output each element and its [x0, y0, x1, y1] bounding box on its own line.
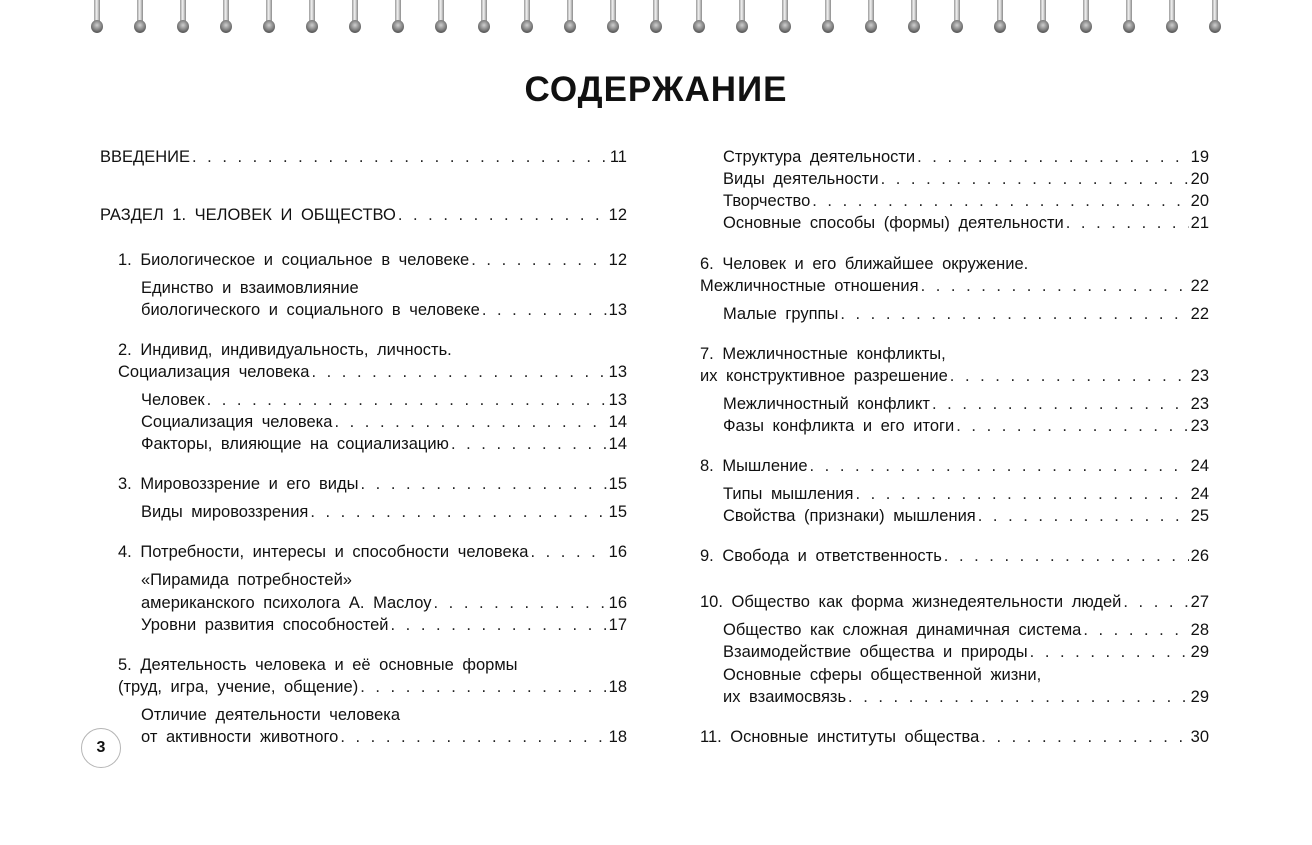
spiral-binding: [0, 0, 1312, 44]
toc-page-number: 23: [1190, 395, 1209, 413]
toc-entry[interactable]: Малые группы . . . 22: [700, 302, 1209, 324]
toc-page-number: 24: [1190, 485, 1209, 503]
toc-page-number: 23: [1190, 367, 1209, 385]
toc-page-number: 26: [1190, 547, 1209, 565]
toc-page-number: 28: [1190, 621, 1209, 639]
binding-ring: [777, 0, 793, 40]
binding-ring: [949, 0, 965, 40]
toc-page-number: 12: [608, 206, 627, 224]
binding-ring: [691, 0, 707, 40]
toc-entry[interactable]: их взаимосвязь . . . 29: [700, 685, 1209, 707]
binding-ring: [132, 0, 148, 40]
binding-ring: [390, 0, 406, 40]
toc-page-number: 23: [1190, 417, 1209, 435]
toc-page-number: 25: [1190, 507, 1209, 525]
toc-entry[interactable]: Виды мировоззрения . . . 15: [100, 500, 627, 522]
toc-entry[interactable]: ВВЕДЕНИЕ . . . 11: [100, 145, 627, 167]
toc-entry[interactable]: (труд, игра, учение, общение) . . . 18: [100, 675, 627, 697]
toc-entry-line: Основные сферы общественной жизни,: [723, 666, 1042, 684]
toc-entry[interactable]: 11. Основные институты общества . . . 30: [700, 725, 1209, 747]
toc-page-number: 19: [1190, 148, 1209, 166]
toc-entry[interactable]: Взаимодействие общества и природы . . . 29: [700, 640, 1209, 662]
toc-entry[interactable]: Фазы конфликта и его итоги . . . 23: [700, 414, 1209, 436]
toc-entry[interactable]: Уровни развития способностей . . . 17: [100, 613, 627, 635]
toc-page-number: 20: [1190, 170, 1209, 188]
toc-entry-line: 6. Человек и его ближайшее окружение.: [700, 255, 1029, 273]
binding-ring: [433, 0, 449, 40]
toc-entry[interactable]: Социализация человека . . . 13: [100, 360, 627, 382]
toc-page-number: 11: [609, 148, 627, 166]
toc-page-number: 13: [608, 391, 627, 409]
binding-ring: [175, 0, 191, 40]
toc-entry[interactable]: от активности животного . . . 18: [100, 725, 627, 747]
binding-ring: [734, 0, 750, 40]
toc-page-number: 22: [1190, 305, 1209, 323]
toc-entry[interactable]: 10. Общество как форма жизнедеятельности людей . . . 27: [700, 590, 1209, 612]
binding-ring: [1121, 0, 1137, 40]
toc-entry[interactable]: американского психолога А. Маслоу . . . 16: [100, 591, 627, 613]
binding-ring: [304, 0, 320, 40]
toc-page-number: 13: [608, 301, 627, 319]
toc-entry-line: Отличие деятельности человека: [141, 706, 401, 724]
toc-page-number: 27: [1190, 593, 1209, 611]
toc-entry[interactable]: Свойства (признаки) мышления . . . 25: [700, 504, 1209, 526]
toc-entry[interactable]: Межличностный конфликт . . . 23: [700, 392, 1209, 414]
toc-page-number: 16: [608, 543, 627, 561]
toc-entry[interactable]: Человек . . . 13: [100, 388, 627, 410]
binding-ring: [1164, 0, 1180, 40]
toc-page-number: 21: [1190, 214, 1209, 232]
binding-ring: [218, 0, 234, 40]
toc-page-number: 24: [1190, 457, 1209, 475]
toc-entry[interactable]: их конструктивное разрешение . . . 23: [700, 364, 1209, 386]
toc-page-number: 29: [1190, 643, 1209, 661]
toc-entry-line: «Пирамида потребностей»: [141, 571, 352, 589]
toc-entry[interactable]: Межличностные отношения . . . 22: [700, 274, 1209, 296]
toc-entry[interactable]: Типы мышления . . . 24: [700, 482, 1209, 504]
toc-page-number: 13: [608, 363, 627, 381]
binding-ring: [1207, 0, 1223, 40]
toc-entry[interactable]: 1. Биологическое и социальное в человеке . . . 12: [100, 248, 627, 270]
toc-entry[interactable]: Структура деятельности . . . 19: [700, 145, 1209, 167]
binding-ring: [347, 0, 363, 40]
binding-ring: [89, 0, 105, 40]
toc-entry[interactable]: биологического и социального в человеке . . . 13: [100, 298, 627, 320]
binding-ring: [605, 0, 621, 40]
toc-entry[interactable]: Факторы, влияющие на социализацию . . . 14: [100, 432, 627, 454]
page-title: СОДЕРЖАНИЕ: [524, 70, 788, 109]
toc-entry[interactable]: Общество как сложная динамичная система . . . 28: [700, 618, 1209, 640]
toc-entry[interactable]: Виды деятельности . . . 20: [700, 167, 1209, 189]
toc-page-number: 17: [608, 616, 627, 634]
toc-page-number: 15: [608, 503, 627, 521]
toc-page-number: 29: [1190, 688, 1209, 706]
toc-entry[interactable]: Основные способы (формы) деятельности . . . 21: [700, 211, 1209, 233]
toc-page-number: 18: [608, 728, 627, 746]
binding-ring: [562, 0, 578, 40]
toc-entry[interactable]: РАЗДЕЛ 1. ЧЕЛОВЕК И ОБЩЕСТВО . . . 12: [100, 203, 627, 225]
binding-ring: [476, 0, 492, 40]
toc-page-number: 15: [608, 475, 627, 493]
binding-ring: [1078, 0, 1094, 40]
toc-page-number: 18: [608, 678, 627, 696]
toc-page-number: 12: [608, 251, 627, 269]
toc-page-number: 16: [608, 594, 627, 612]
toc-entry[interactable]: 8. Мышление . . . 24: [700, 454, 1209, 476]
toc-entry[interactable]: 9. Свобода и ответственность . . . 26: [700, 544, 1209, 566]
toc-page-number: 30: [1190, 728, 1209, 746]
binding-ring: [261, 0, 277, 40]
toc-page-number: 20: [1190, 192, 1209, 210]
toc-entry-line: 5. Деятельность человека и её основные формы: [118, 656, 518, 674]
toc-entry-line: Единство и взаимовлияние: [141, 279, 359, 297]
toc-entry-line: 2. Индивид, индивидуальность, личность.: [118, 341, 452, 359]
toc-entry[interactable]: Творчество . . . 20: [700, 189, 1209, 211]
binding-ring: [648, 0, 664, 40]
page-number-badge: 3: [81, 728, 121, 768]
toc-page-number: 22: [1190, 277, 1209, 295]
binding-ring: [820, 0, 836, 40]
binding-ring: [992, 0, 1008, 40]
binding-ring: [519, 0, 535, 40]
toc-entry[interactable]: Социализация человека . . . 14: [100, 410, 627, 432]
toc-entry-line: 7. Межличностные конфликты,: [700, 345, 946, 363]
toc-page-number: 14: [608, 413, 627, 431]
toc-page-number: 14: [608, 435, 627, 453]
binding-ring: [906, 0, 922, 40]
binding-ring: [1035, 0, 1051, 40]
binding-ring: [863, 0, 879, 40]
toc-entry[interactable]: 4. Потребности, интересы и способности человека . . . 16: [100, 540, 627, 562]
toc-entry[interactable]: 3. Мировоззрение и его виды . . . 15: [100, 472, 627, 494]
